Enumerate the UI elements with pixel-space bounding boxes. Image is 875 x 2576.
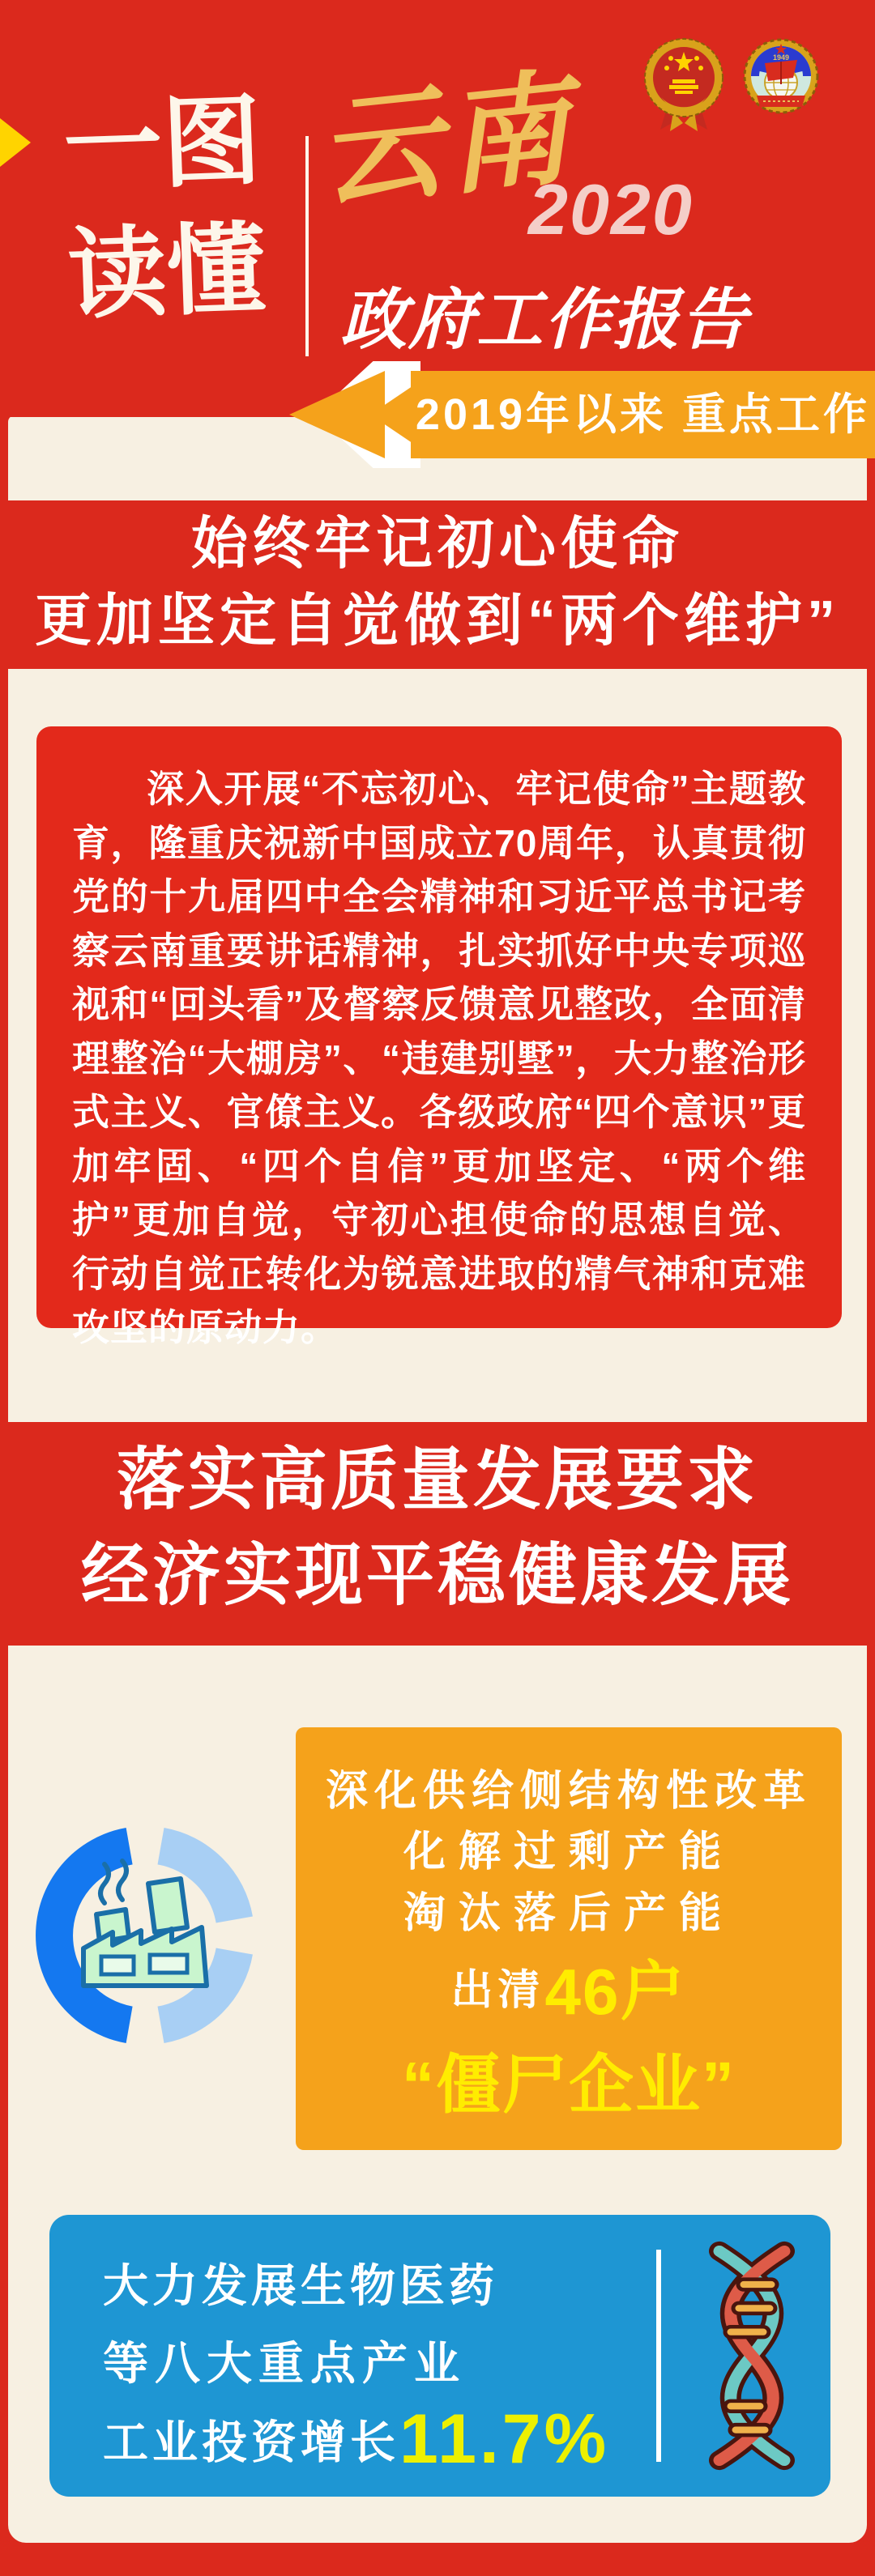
biomed-line-3-prefix: 工业投资增长 <box>103 2416 399 2468</box>
supply-line-2: 化解过剩产能 <box>403 1829 734 1876</box>
factory-icon <box>27 1807 263 2067</box>
header <box>0 0 875 417</box>
year-label: 2020 <box>528 169 694 249</box>
biomed-line-3 <box>103 2399 609 2480</box>
cppcc-year-label: 1949 <box>772 53 790 62</box>
supply-line-1: 深化供给侧结构性改革 <box>325 1768 812 1815</box>
section-commitment-title-band <box>0 500 875 669</box>
dna-icon <box>691 2241 813 2471</box>
brand-title <box>35 75 295 340</box>
supply-line-4-value: 46户 <box>544 1955 687 2028</box>
biomed-line-2: 等八大重点产业 <box>103 2338 466 2389</box>
yellow-triangle-icon <box>0 118 31 167</box>
section-economy-title-line2: 经济实现平稳健康发展 <box>80 1537 794 1613</box>
section-commitment-title-line2: 更加坚定自觉做到“两个维护” <box>35 589 840 652</box>
supply-line-4-prefix: 出清 <box>450 1966 545 2014</box>
supply-line-4 <box>304 1939 834 2033</box>
banner-label: 2019年以来 重点工作 <box>415 390 871 439</box>
section-commitment-title-line1: 始终牢记初心使命 <box>191 512 684 575</box>
section-economy-title-band <box>0 1422 875 1646</box>
brand-line-2: 读懂 <box>66 209 268 334</box>
supply-line-3: 淘汰落后产能 <box>403 1889 734 1937</box>
biomed-divider <box>656 2250 661 2462</box>
biomed-line-3-value: 11.7% <box>399 2400 610 2478</box>
highlight-banner <box>289 371 875 458</box>
supply-line-5: “僵尸企业” <box>402 2049 736 2121</box>
region-title: 云南 <box>310 54 581 226</box>
header-divider <box>305 136 309 356</box>
commitment-paragraph-card <box>36 726 842 1348</box>
biomed-line-1: 大力发展生物医药 <box>103 2260 498 2311</box>
brand-line-1: 一图 <box>61 81 263 206</box>
commitment-paragraph: 深入开展“不忘初心、牢记使命”主题教育，隆重庆祝新中国成立70周年，认真贯彻党的十九届四中全会精神和习近平总书记考察云南重要讲话精神，扎实抓好中央专项巡视和“回头看”及督察反馈意见整改，全面清理整治“大棚房”、“违建别墅”，大力整治形式主义、官僚主义。各级政府“四个意识”更加牢固、“四个自信”更加坚定、“两个维护”更加自觉，守初心担使命的思想自觉、行动自觉正转化为锐意进取的精气神和克难攻坚的原动力。 <box>72 768 806 1348</box>
national-emblem-icon <box>642 34 725 133</box>
report-title: 政府工作报告 <box>340 283 749 357</box>
supply-side-card <box>296 1727 842 2150</box>
biomed-card <box>49 2215 830 2497</box>
cppcc-emblem-icon <box>742 34 820 125</box>
banner-arrow-icon <box>289 371 385 458</box>
section-economy-title-line1: 落实高质量发展要求 <box>116 1441 758 1518</box>
